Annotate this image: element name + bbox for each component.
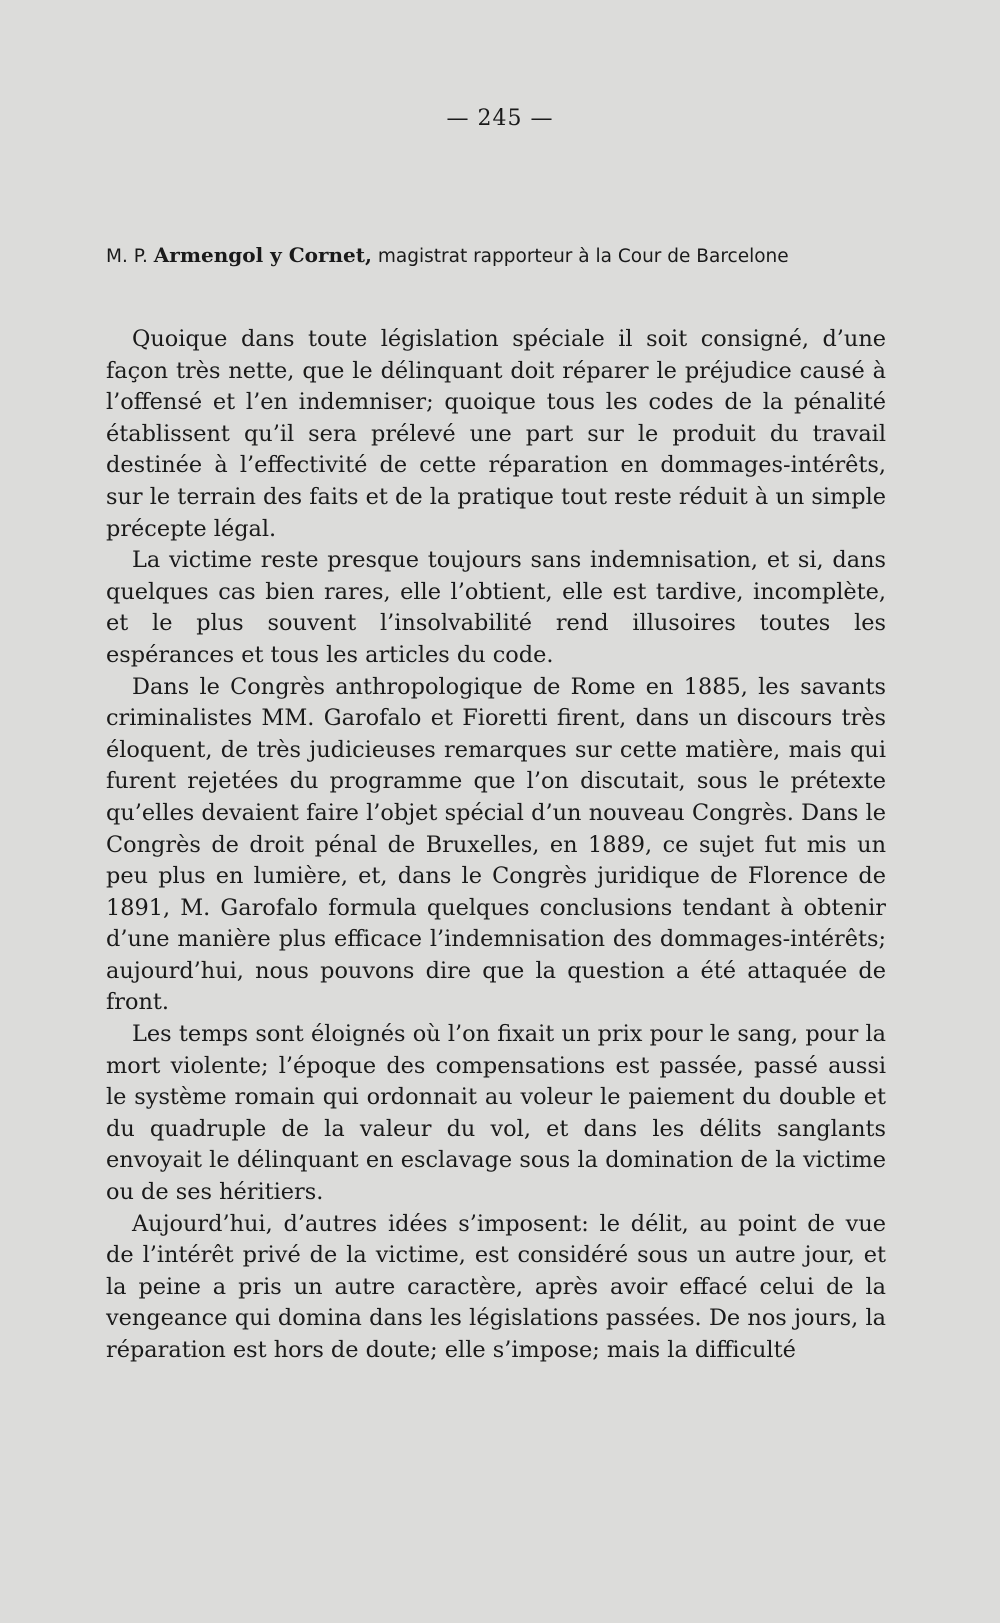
- author-name: Armengol y Cornet,: [153, 243, 372, 267]
- page-number: — 245 —: [446, 106, 554, 131]
- paragraph: Quoique dans toute législation spéciale il soit consigné, d’une façon très nette, que le délinquant doit réparer le préjudice causé à l’offensé et l’en indemniser; quoique tous les codes de la pénalité établissent qu’il sera prélevé une part sur le produit du travail destinée à l’effectivité de cette réparation en dommages-intérêts, sur le terrain des faits et de la pratique tout reste réduit à un simple précepte légal.: [106, 326, 886, 542]
- author-role: magistrat rapporteur à la Cour de Barcelone: [371, 246, 789, 267]
- paragraph: Dans le Congrès anthropologique de Rome en 1885, les savants criminalistes MM. Garofalo et Fioretti firent, dans un discours très éloquent, de très judicieuses remarques sur cette matière, mais qui furent rejetées du programme que l’on discutait, sous le prétexte qu’elles devaient faire l’objet spécial d’un nouveau Congrès. Dans le Congrès de droit pénal de Bruxelles, en 1889, ce sujet fut mis un peu plus en lumière, et, dans le Congrès juridique de Florence de 1891, M. Garofalo formula quelques conclusions tendant à obtenir d’une manière plus efficace l’indemnisation des dommages-intérêts; aujourd’hui, nous pouvons dire que la question a été attaquée de front.: [106, 673, 886, 1016]
- paragraph: Les temps sont éloignés où l’on fixait un prix pour le sang, pour la mort violente; l’époque des compensations est passée, passé aussi le système romain qui ordonnait au voleur le paiement du double et du quadruple de la valeur du vol, et dans les délits sanglants envoyait le délinquant en esclavage sous la domination de la victime ou de ses héritiers.: [106, 1021, 886, 1206]
- author-prefix: M. P.: [106, 246, 154, 267]
- author-line: [106, 243, 896, 267]
- body-text: [106, 324, 886, 1367]
- paragraph: La victime reste presque toujours sans indemnisation, et si, dans quelques cas bien rares, elle l’obtient, elle est tardive, incomplète, et le plus souvent l’insolvabilité rend illusoires toutes les espérances et tous les articles du code.: [106, 547, 886, 668]
- paragraph: Aujourd’hui, d’autres idées s’imposent: le délit, au point de vue de l’intérêt privé de la victime, est considéré sous un autre jour, et la peine a pris un autre caractère, après avoir effacé celui de la vengeance qui domina dans les législations passées. De nos jours, la réparation est hors de doute; elle s’impose; mais la difficulté: [106, 1210, 886, 1363]
